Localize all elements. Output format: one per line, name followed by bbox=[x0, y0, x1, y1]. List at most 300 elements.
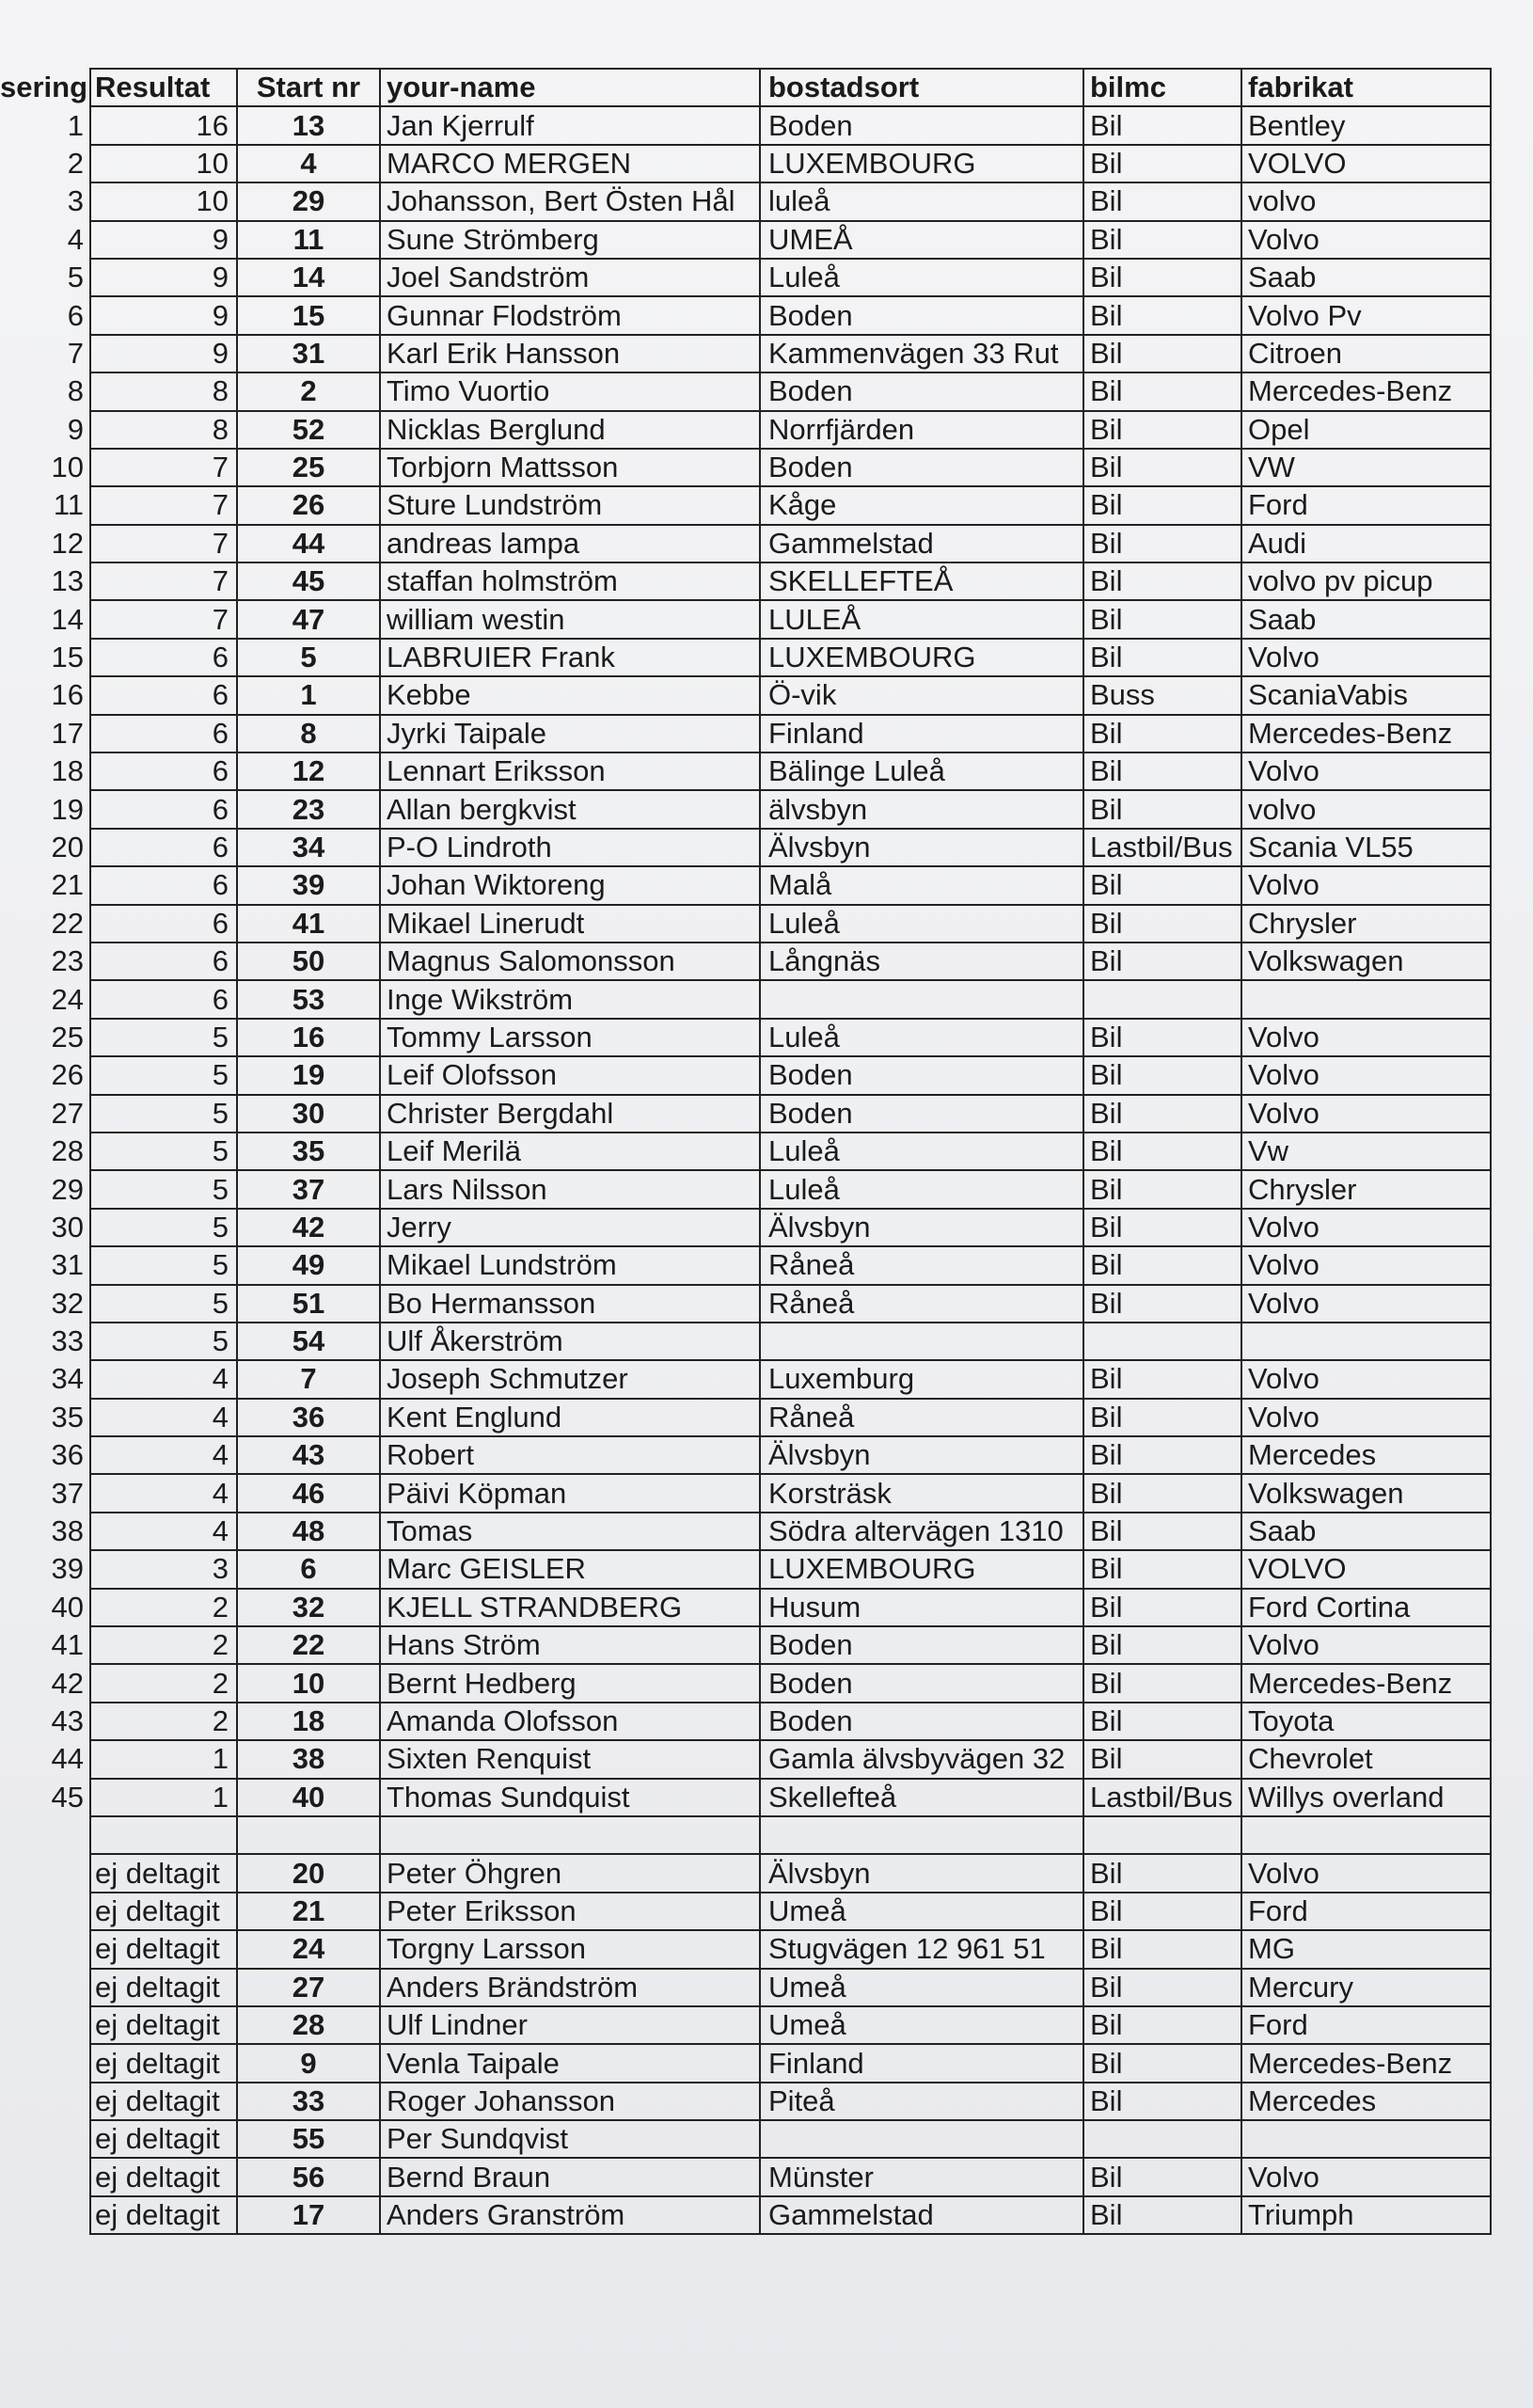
cell-bilmc: Bil bbox=[1083, 1209, 1241, 1246]
cell-bilmc: Bil bbox=[1083, 1969, 1241, 2006]
cell-placering: 1 bbox=[0, 106, 90, 144]
table-row bbox=[0, 1436, 1491, 1474]
cell-resultat: 9 bbox=[90, 221, 237, 259]
cell-bostadsort: Luleå bbox=[760, 259, 1083, 296]
cell-name: Leif Olofsson bbox=[380, 1056, 760, 1094]
cell-fabrikat: Volvo bbox=[1241, 1095, 1491, 1133]
cell-resultat: ej deltagit bbox=[90, 2120, 237, 2158]
cell-name: Hans Ström bbox=[380, 1626, 760, 1664]
cell-placering: 41 bbox=[0, 1626, 90, 1664]
cell-bostadsort: Münster bbox=[760, 2158, 1083, 2195]
cell-fabrikat: Volvo bbox=[1241, 752, 1491, 790]
cell-fabrikat: Volvo bbox=[1241, 1285, 1491, 1323]
cell-bilmc: Bil bbox=[1083, 1170, 1241, 1208]
table-row bbox=[0, 1969, 1491, 2006]
cell-placering: 23 bbox=[0, 943, 90, 980]
cell-fabrikat: Volvo bbox=[1241, 1399, 1491, 1436]
table-row bbox=[0, 1893, 1491, 1930]
cell-bostadsort: LUXEMBOURG bbox=[760, 1550, 1083, 1588]
cell-start-nr: 25 bbox=[237, 449, 380, 486]
cell-name: Jerry bbox=[380, 1209, 760, 1246]
cell-resultat: 3 bbox=[90, 1550, 237, 1588]
cell-name: andreas lampa bbox=[380, 525, 760, 562]
cell-bilmc: Bil bbox=[1083, 1285, 1241, 1323]
cell-fabrikat: Volvo bbox=[1241, 1360, 1491, 1398]
table-row bbox=[0, 1589, 1491, 1626]
cell-fabrikat: VW bbox=[1241, 449, 1491, 486]
cell-bilmc: Bil bbox=[1083, 2158, 1241, 2195]
cell-resultat: 6 bbox=[90, 715, 237, 752]
cell-fabrikat: Bentley bbox=[1241, 106, 1491, 144]
cell-bostadsort: Boden bbox=[760, 1664, 1083, 1702]
cell-name: Ulf Åkerström bbox=[380, 1323, 760, 1360]
cell-name: Marc GEISLER bbox=[380, 1550, 760, 1588]
cell-fabrikat: Mercedes-Benz bbox=[1241, 2044, 1491, 2082]
cell-fabrikat: Mercedes bbox=[1241, 2083, 1491, 2120]
cell-start-nr: 35 bbox=[237, 1133, 380, 1170]
cell-fabrikat: Saab bbox=[1241, 1513, 1491, 1550]
cell-bostadsort: LUXEMBOURG bbox=[760, 639, 1083, 676]
cell-resultat: 4 bbox=[90, 1513, 237, 1550]
table-row bbox=[0, 1285, 1491, 1323]
table-row bbox=[0, 639, 1491, 676]
cell-start-nr: 28 bbox=[237, 2006, 380, 2044]
cell-bostadsort: Gamla älvsbyvägen 32 bbox=[760, 1740, 1083, 1778]
cell-resultat: 8 bbox=[90, 411, 237, 449]
cell-bilmc bbox=[1083, 1323, 1241, 1360]
table-row bbox=[0, 1703, 1491, 1740]
cell-start-nr: 47 bbox=[237, 600, 380, 638]
cell-start-nr: 10 bbox=[237, 1664, 380, 1702]
cell-bilmc: Bil bbox=[1083, 1854, 1241, 1892]
cell-start-nr: 13 bbox=[237, 106, 380, 144]
cell-placering: 6 bbox=[0, 296, 90, 334]
cell-bostadsort: Kammenvägen 33 Rut bbox=[760, 335, 1083, 372]
cell-name: Leif Merilä bbox=[380, 1133, 760, 1170]
cell-placering: 34 bbox=[0, 1360, 90, 1398]
table-row bbox=[0, 1854, 1491, 1892]
cell-bostadsort: Ö-vik bbox=[760, 676, 1083, 714]
cell-resultat: 7 bbox=[90, 525, 237, 562]
cell-bostadsort: Bälinge Luleå bbox=[760, 752, 1083, 790]
cell-bostadsort: Gammelstad bbox=[760, 2196, 1083, 2234]
cell-name: Tomas bbox=[380, 1513, 760, 1550]
cell-start-nr: 21 bbox=[237, 1893, 380, 1930]
table-row bbox=[0, 106, 1491, 144]
cell-bostadsort: Umeå bbox=[760, 1893, 1083, 1930]
cell-bilmc: Bil bbox=[1083, 1474, 1241, 1512]
cell-bostadsort: Husum bbox=[760, 1589, 1083, 1626]
cell-start-nr: 34 bbox=[237, 829, 380, 866]
cell-placering bbox=[0, 1854, 90, 1892]
cell-placering: 30 bbox=[0, 1209, 90, 1246]
cell-name: Torbjorn Mattsson bbox=[380, 449, 760, 486]
cell-bostadsort: Boden bbox=[760, 1095, 1083, 1133]
table-row bbox=[0, 1246, 1491, 1284]
cell-fabrikat bbox=[1241, 1816, 1491, 1854]
table-row bbox=[0, 296, 1491, 334]
cell-placering: 32 bbox=[0, 1285, 90, 1323]
table-row bbox=[0, 1170, 1491, 1208]
cell-resultat: 7 bbox=[90, 449, 237, 486]
cell-bostadsort bbox=[760, 2120, 1083, 2158]
cell-resultat: 2 bbox=[90, 1589, 237, 1626]
cell-fabrikat: Chrysler bbox=[1241, 905, 1491, 943]
cell-placering: 8 bbox=[0, 372, 90, 410]
cell-bilmc: Bil bbox=[1083, 639, 1241, 676]
header-placering: sering bbox=[0, 69, 90, 106]
table-row bbox=[0, 1626, 1491, 1664]
cell-placering bbox=[0, 2196, 90, 2234]
cell-placering: 3 bbox=[0, 182, 90, 220]
cell-bostadsort: LULEÅ bbox=[760, 600, 1083, 638]
cell-name: Joseph Schmutzer bbox=[380, 1360, 760, 1398]
cell-bilmc: Bil bbox=[1083, 1550, 1241, 1588]
cell-placering bbox=[0, 1893, 90, 1930]
cell-start-nr: 11 bbox=[237, 221, 380, 259]
cell-bostadsort: Älvsbyn bbox=[760, 1209, 1083, 1246]
cell-resultat: ej deltagit bbox=[90, 2196, 237, 2234]
cell-name: Christer Bergdahl bbox=[380, 1095, 760, 1133]
table-row bbox=[0, 2196, 1491, 2234]
cell-bostadsort: Boden bbox=[760, 106, 1083, 144]
cell-bostadsort: Piteå bbox=[760, 2083, 1083, 2120]
table-row bbox=[0, 715, 1491, 752]
table-row bbox=[0, 1664, 1491, 1702]
cell-start-nr: 4 bbox=[237, 145, 380, 182]
cell-placering: 9 bbox=[0, 411, 90, 449]
cell-resultat: ej deltagit bbox=[90, 1893, 237, 1930]
cell-fabrikat: Volvo bbox=[1241, 1209, 1491, 1246]
cell-bostadsort: Gammelstad bbox=[760, 525, 1083, 562]
cell-start-nr: 18 bbox=[237, 1703, 380, 1740]
cell-bostadsort: Luleå bbox=[760, 905, 1083, 943]
cell-bilmc: Bil bbox=[1083, 1893, 1241, 1930]
cell-resultat: 4 bbox=[90, 1436, 237, 1474]
cell-bilmc: Buss bbox=[1083, 676, 1241, 714]
cell-name: Thomas Sundquist bbox=[380, 1779, 760, 1816]
cell-resultat: 7 bbox=[90, 486, 237, 524]
cell-bostadsort: Finland bbox=[760, 2044, 1083, 2082]
cell-placering: 43 bbox=[0, 1703, 90, 1740]
table-row bbox=[0, 221, 1491, 259]
cell-bostadsort: Korsträsk bbox=[760, 1474, 1083, 1512]
results-table bbox=[0, 68, 1492, 2235]
cell-placering bbox=[0, 2006, 90, 2044]
table-row bbox=[0, 2120, 1491, 2158]
cell-resultat: ej deltagit bbox=[90, 2083, 237, 2120]
cell-fabrikat: Volvo bbox=[1241, 1246, 1491, 1284]
cell-bostadsort: Älvsbyn bbox=[760, 829, 1083, 866]
cell-fabrikat: Mercedes-Benz bbox=[1241, 372, 1491, 410]
table-row bbox=[0, 335, 1491, 372]
table-row bbox=[0, 2083, 1491, 2120]
cell-fabrikat bbox=[1241, 980, 1491, 1018]
header-bilmc: bilmc bbox=[1083, 69, 1241, 106]
table-row bbox=[0, 2158, 1491, 2195]
table-row bbox=[0, 525, 1491, 562]
cell-start-nr: 37 bbox=[237, 1170, 380, 1208]
cell-bostadsort: Boden bbox=[760, 296, 1083, 334]
cell-name: Mikael Lundström bbox=[380, 1246, 760, 1284]
cell-placering bbox=[0, 1816, 90, 1854]
cell-placering: 25 bbox=[0, 1019, 90, 1056]
cell-fabrikat: Triumph bbox=[1241, 2196, 1491, 2234]
cell-placering: 33 bbox=[0, 1323, 90, 1360]
cell-bilmc: Bil bbox=[1083, 1133, 1241, 1170]
cell-start-nr: 30 bbox=[237, 1095, 380, 1133]
cell-bostadsort: Långnäs bbox=[760, 943, 1083, 980]
cell-placering: 20 bbox=[0, 829, 90, 866]
cell-resultat: 7 bbox=[90, 600, 237, 638]
cell-placering: 16 bbox=[0, 676, 90, 714]
table-row bbox=[0, 905, 1491, 943]
cell-bostadsort bbox=[760, 1816, 1083, 1854]
cell-bilmc: Bil bbox=[1083, 259, 1241, 296]
cell-bilmc: Bil bbox=[1083, 1664, 1241, 1702]
cell-start-nr: 38 bbox=[237, 1740, 380, 1778]
cell-name: Timo Vuortio bbox=[380, 372, 760, 410]
cell-fabrikat: Volkswagen bbox=[1241, 1474, 1491, 1512]
cell-resultat: ej deltagit bbox=[90, 1930, 237, 1968]
cell-start-nr: 1 bbox=[237, 676, 380, 714]
table-row bbox=[0, 1399, 1491, 1436]
cell-fabrikat: Volvo bbox=[1241, 1626, 1491, 1664]
cell-name: Karl Erik Hansson bbox=[380, 335, 760, 372]
cell-fabrikat: Ford bbox=[1241, 2006, 1491, 2044]
cell-placering: 28 bbox=[0, 1133, 90, 1170]
cell-name: Roger Johansson bbox=[380, 2083, 760, 2120]
cell-name: Anders Granström bbox=[380, 2196, 760, 2234]
cell-start-nr: 26 bbox=[237, 486, 380, 524]
cell-start-nr: 36 bbox=[237, 1399, 380, 1436]
cell-bostadsort: Älvsbyn bbox=[760, 1436, 1083, 1474]
cell-start-nr: 49 bbox=[237, 1246, 380, 1284]
cell-bostadsort: luleå bbox=[760, 182, 1083, 220]
cell-fabrikat: Volvo bbox=[1241, 1056, 1491, 1094]
cell-fabrikat: ScaniaVabis bbox=[1241, 676, 1491, 714]
cell-name: KJELL STRANDBERG bbox=[380, 1589, 760, 1626]
cell-resultat: 9 bbox=[90, 335, 237, 372]
cell-resultat: 9 bbox=[90, 259, 237, 296]
cell-start-nr: 44 bbox=[237, 525, 380, 562]
cell-placering: 38 bbox=[0, 1513, 90, 1550]
table-row bbox=[0, 372, 1491, 410]
cell-resultat: 6 bbox=[90, 980, 237, 1018]
cell-start-nr: 55 bbox=[237, 2120, 380, 2158]
cell-resultat: 6 bbox=[90, 866, 237, 904]
cell-name: william westin bbox=[380, 600, 760, 638]
cell-placering: 7 bbox=[0, 335, 90, 372]
cell-fabrikat: Ford bbox=[1241, 1893, 1491, 1930]
table-row bbox=[0, 676, 1491, 714]
cell-placering: 40 bbox=[0, 1589, 90, 1626]
cell-bostadsort bbox=[760, 980, 1083, 1018]
cell-fabrikat: volvo bbox=[1241, 182, 1491, 220]
cell-start-nr: 45 bbox=[237, 562, 380, 600]
cell-bilmc: Bil bbox=[1083, 221, 1241, 259]
cell-bostadsort: SKELLEFTEÅ bbox=[760, 562, 1083, 600]
cell-bostadsort: Boden bbox=[760, 1703, 1083, 1740]
cell-bilmc: Bil bbox=[1083, 296, 1241, 334]
cell-resultat: 16 bbox=[90, 106, 237, 144]
cell-start-nr: 12 bbox=[237, 752, 380, 790]
cell-name: Nicklas Berglund bbox=[380, 411, 760, 449]
cell-bilmc: Bil bbox=[1083, 905, 1241, 943]
cell-bostadsort: Luxemburg bbox=[760, 1360, 1083, 1398]
cell-bostadsort: Luleå bbox=[760, 1019, 1083, 1056]
cell-name: Bo Hermansson bbox=[380, 1285, 760, 1323]
cell-start-nr: 54 bbox=[237, 1323, 380, 1360]
cell-name: Bernd Braun bbox=[380, 2158, 760, 2195]
cell-name: MARCO MERGEN bbox=[380, 145, 760, 182]
cell-placering: 35 bbox=[0, 1399, 90, 1436]
cell-bilmc: Bil bbox=[1083, 525, 1241, 562]
cell-start-nr: 50 bbox=[237, 943, 380, 980]
cell-start-nr: 6 bbox=[237, 1550, 380, 1588]
cell-bostadsort: Luleå bbox=[760, 1170, 1083, 1208]
cell-fabrikat: MG bbox=[1241, 1930, 1491, 1968]
cell-bostadsort: Råneå bbox=[760, 1246, 1083, 1284]
cell-name: Jan Kjerrulf bbox=[380, 106, 760, 144]
cell-resultat: ej deltagit bbox=[90, 1854, 237, 1892]
cell-bilmc: Bil bbox=[1083, 182, 1241, 220]
cell-resultat: 5 bbox=[90, 1056, 237, 1094]
cell-resultat: 2 bbox=[90, 1626, 237, 1664]
cell-start-nr: 17 bbox=[237, 2196, 380, 2234]
table-row bbox=[0, 943, 1491, 980]
cell-bostadsort: Norrfjärden bbox=[760, 411, 1083, 449]
cell-bostadsort: Stugvägen 12 961 51 bbox=[760, 1930, 1083, 1968]
table-row bbox=[0, 486, 1491, 524]
cell-bilmc: Bil bbox=[1083, 1626, 1241, 1664]
cell-bilmc bbox=[1083, 980, 1241, 1018]
cell-name: Lars Nilsson bbox=[380, 1170, 760, 1208]
cell-placering: 4 bbox=[0, 221, 90, 259]
cell-bostadsort: Boden bbox=[760, 449, 1083, 486]
cell-resultat: 9 bbox=[90, 296, 237, 334]
cell-placering: 45 bbox=[0, 1779, 90, 1816]
cell-bilmc bbox=[1083, 2120, 1241, 2158]
table-row bbox=[0, 1779, 1491, 1816]
cell-bilmc: Bil bbox=[1083, 486, 1241, 524]
cell-bilmc: Bil bbox=[1083, 600, 1241, 638]
table-row bbox=[0, 752, 1491, 790]
cell-fabrikat bbox=[1241, 2120, 1491, 2158]
cell-bilmc: Bil bbox=[1083, 790, 1241, 828]
cell-bostadsort: älvsbyn bbox=[760, 790, 1083, 828]
cell-fabrikat: Volkswagen bbox=[1241, 943, 1491, 980]
cell-fabrikat: Ford Cortina bbox=[1241, 1589, 1491, 1626]
table-row bbox=[0, 1056, 1491, 1094]
cell-placering: 42 bbox=[0, 1664, 90, 1702]
cell-bostadsort: Finland bbox=[760, 715, 1083, 752]
cell-bostadsort: Boden bbox=[760, 1626, 1083, 1664]
cell-start-nr: 40 bbox=[237, 1779, 380, 1816]
table-row bbox=[0, 1550, 1491, 1588]
cell-start-nr: 22 bbox=[237, 1626, 380, 1664]
cell-start-nr: 29 bbox=[237, 182, 380, 220]
cell-resultat: 6 bbox=[90, 905, 237, 943]
header-row bbox=[0, 69, 1491, 106]
cell-bostadsort: Råneå bbox=[760, 1399, 1083, 1436]
cell-bilmc: Bil bbox=[1083, 1740, 1241, 1778]
table-row bbox=[0, 1095, 1491, 1133]
cell-start-nr: 14 bbox=[237, 259, 380, 296]
cell-name: Magnus Salomonsson bbox=[380, 943, 760, 980]
cell-resultat: 6 bbox=[90, 943, 237, 980]
cell-resultat: 5 bbox=[90, 1133, 237, 1170]
cell-placering: 26 bbox=[0, 1056, 90, 1094]
cell-start-nr: 32 bbox=[237, 1589, 380, 1626]
cell-start-nr: 33 bbox=[237, 2083, 380, 2120]
cell-name: Päivi Köpman bbox=[380, 1474, 760, 1512]
cell-placering: 21 bbox=[0, 866, 90, 904]
cell-fabrikat: Volvo bbox=[1241, 221, 1491, 259]
cell-placering bbox=[0, 1969, 90, 2006]
cell-start-nr: 56 bbox=[237, 2158, 380, 2195]
cell-bostadsort: LUXEMBOURG bbox=[760, 145, 1083, 182]
cell-fabrikat: Citroen bbox=[1241, 335, 1491, 372]
cell-start-nr: 2 bbox=[237, 372, 380, 410]
cell-name: P-O Lindroth bbox=[380, 829, 760, 866]
table-row bbox=[0, 1360, 1491, 1398]
cell-name: Sture Lundström bbox=[380, 486, 760, 524]
cell-fabrikat: VOLVO bbox=[1241, 145, 1491, 182]
cell-resultat: ej deltagit bbox=[90, 2158, 237, 2195]
cell-name: staffan holmström bbox=[380, 562, 760, 600]
cell-placering: 36 bbox=[0, 1436, 90, 1474]
cell-name: Joel Sandström bbox=[380, 259, 760, 296]
header-resultat: Resultat bbox=[90, 69, 237, 106]
cell-resultat: 5 bbox=[90, 1209, 237, 1246]
cell-start-nr: 8 bbox=[237, 715, 380, 752]
cell-fabrikat: Scania VL55 bbox=[1241, 829, 1491, 866]
cell-fabrikat: Opel bbox=[1241, 411, 1491, 449]
cell-bilmc: Bil bbox=[1083, 1513, 1241, 1550]
table-row bbox=[0, 829, 1491, 866]
cell-resultat: 1 bbox=[90, 1740, 237, 1778]
cell-name: Anders Brändström bbox=[380, 1969, 760, 2006]
cell-placering: 29 bbox=[0, 1170, 90, 1208]
cell-resultat: 10 bbox=[90, 182, 237, 220]
cell-resultat: 6 bbox=[90, 639, 237, 676]
table-row bbox=[0, 411, 1491, 449]
cell-bilmc: Lastbil/Bus bbox=[1083, 829, 1241, 866]
table-body bbox=[0, 106, 1491, 2234]
cell-resultat: 6 bbox=[90, 752, 237, 790]
cell-name: Sune Strömberg bbox=[380, 221, 760, 259]
cell-bilmc: Bil bbox=[1083, 2044, 1241, 2082]
cell-start-nr: 39 bbox=[237, 866, 380, 904]
cell-bilmc: Bil bbox=[1083, 1246, 1241, 1284]
cell-name: Mikael Linerudt bbox=[380, 905, 760, 943]
table-row bbox=[0, 1816, 1491, 1854]
cell-placering: 2 bbox=[0, 145, 90, 182]
cell-placering: 18 bbox=[0, 752, 90, 790]
cell-start-nr: 51 bbox=[237, 1285, 380, 1323]
cell-name: Amanda Olofsson bbox=[380, 1703, 760, 1740]
cell-bilmc: Bil bbox=[1083, 943, 1241, 980]
table-row bbox=[0, 1513, 1491, 1550]
cell-bilmc: Bil bbox=[1083, 562, 1241, 600]
cell-placering: 27 bbox=[0, 1095, 90, 1133]
cell-placering: 17 bbox=[0, 715, 90, 752]
cell-name: Inge Wikström bbox=[380, 980, 760, 1018]
cell-start-nr: 31 bbox=[237, 335, 380, 372]
cell-start-nr: 43 bbox=[237, 1436, 380, 1474]
table-row bbox=[0, 449, 1491, 486]
